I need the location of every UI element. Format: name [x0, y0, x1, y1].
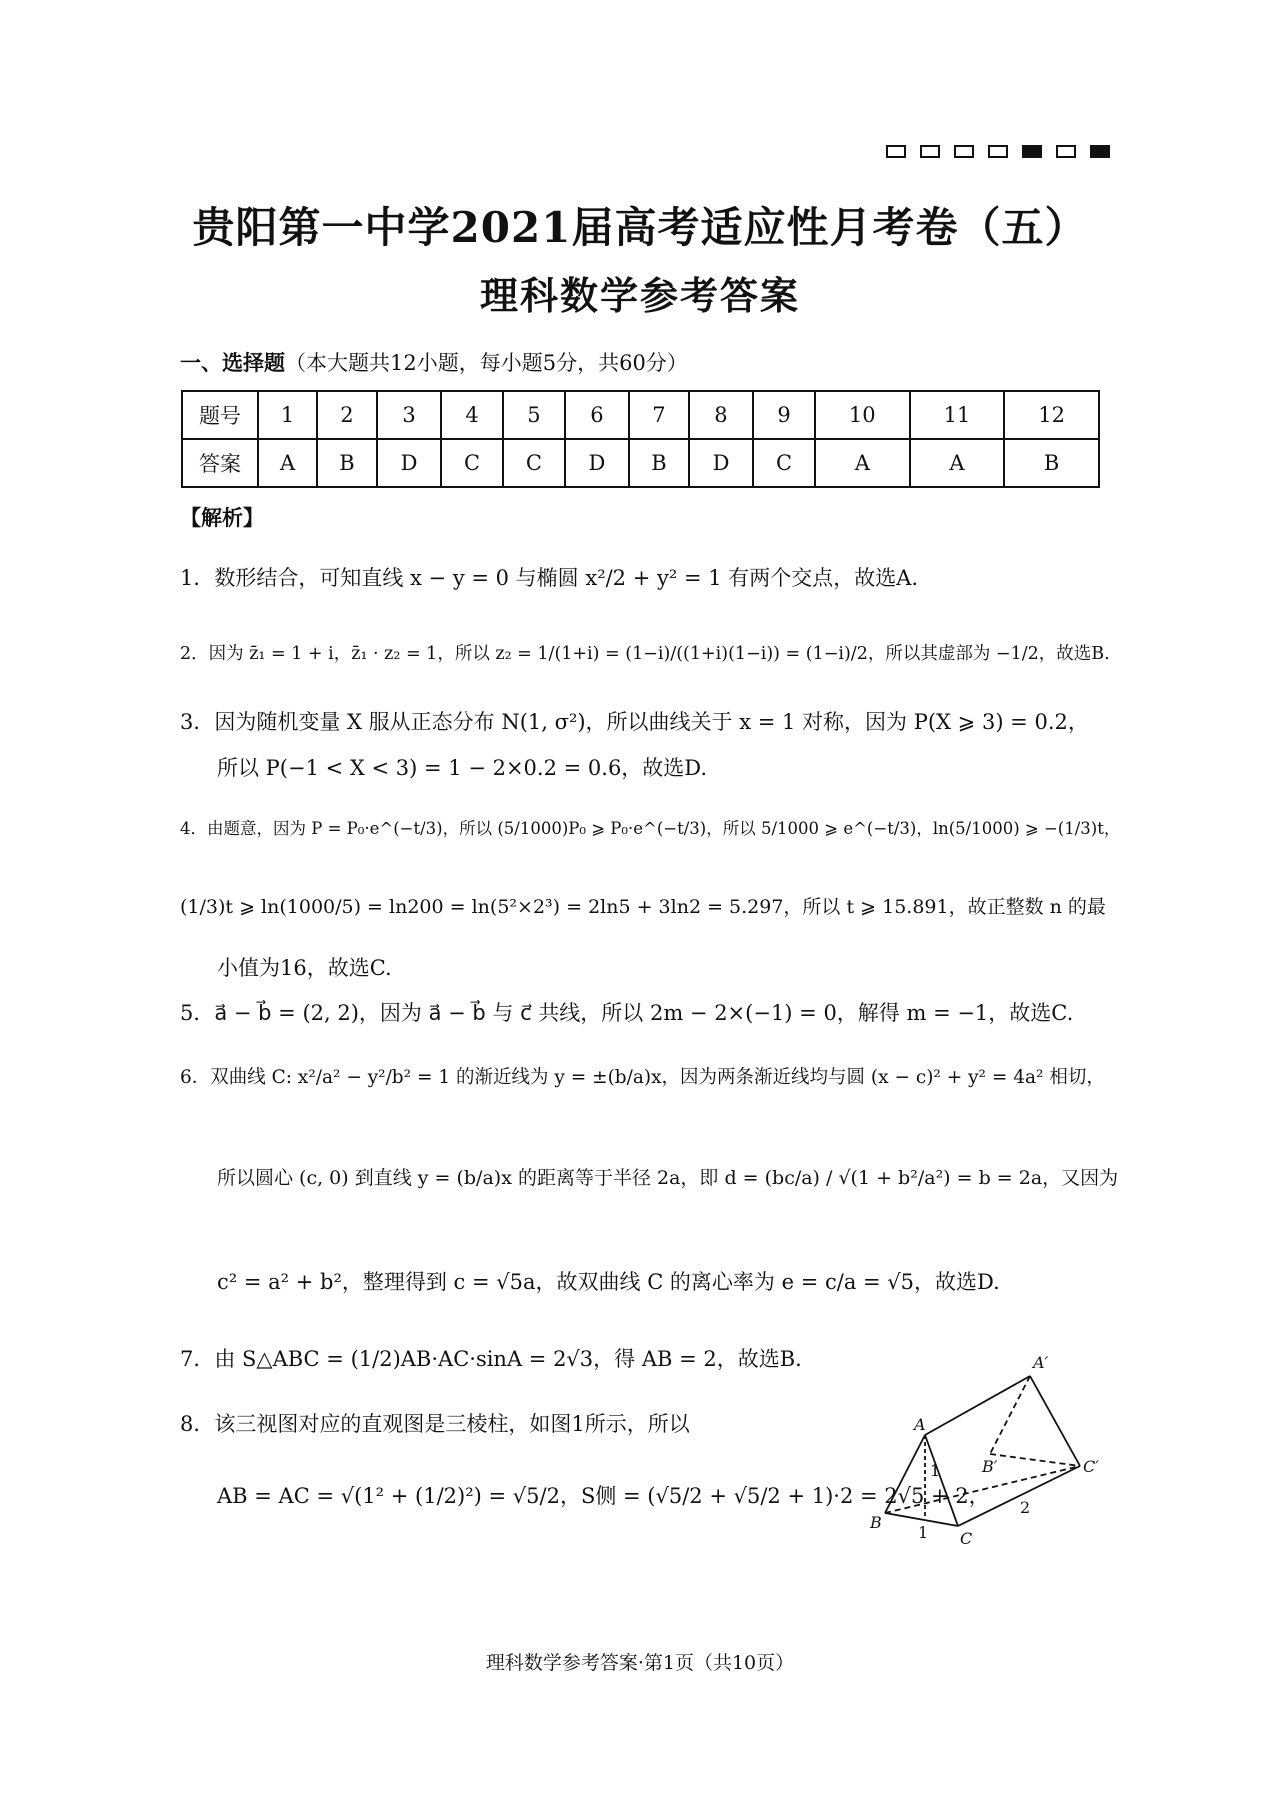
solution-line: 2．因为 z̄₁ = 1 + i，z̄₁ · z₂ = 1，所以 z₂ = 1/(1+i) = (1−i)/((1+i)(1−i)) = (1−i)/2，所以其虚部为 −1/2，故选B. [180, 644, 1110, 664]
solution-line: (1/3)t ⩾ ln(1000/5) = ln200 = ln(5²×2³) = 2ln5 + 3ln2 = 5.297，所以 t ⩾ 15.891，故正整数 n 的最 [180, 896, 1106, 918]
answer-table [181, 390, 1100, 488]
answer-cell: C [441, 439, 503, 487]
table-row-numbers [182, 391, 1099, 439]
question-number: 10 [815, 391, 910, 439]
mark-box [1056, 145, 1076, 158]
answer-cell: A [815, 439, 910, 487]
answer-cell: D [377, 439, 441, 487]
mark-box [886, 145, 906, 158]
answer-cell: C [753, 439, 815, 487]
question-number: 8 [689, 391, 753, 439]
label-C-prime: C′ [1083, 1457, 1099, 1476]
mark-box-filled [1022, 145, 1042, 158]
page-subtitle: 理科数学参考答案 [479, 273, 800, 318]
mark-box-filled [1090, 145, 1110, 158]
solution-line: c² = a² + b²，整理得到 c = √5a，故双曲线 C 的离心率为 e = c/a = √5，故选D. [217, 1270, 1000, 1294]
mark-box [954, 145, 974, 158]
answer-cell: B [317, 439, 377, 487]
page-marks [886, 145, 1110, 158]
solution-line: 小值为16，故选C. [217, 956, 392, 980]
row-label-number: 题号 [182, 391, 258, 439]
solution-line: AB = AC = √(1² + (1/2)²) = √5/2，S侧 = (√5/2 + √5/2 + 1)·2 = 2√5 + 2， [217, 1484, 990, 1508]
solution-line: 4．由题意，因为 P = P₀·e^(−t/3)，所以 (5/1000)P₀ ⩾ P₀·e^(−t/3)，所以 5/1000 ⩾ e^(−t/3)，ln(5/1000) ⩾ −(1/3)t， [180, 819, 1121, 838]
label-height: 1 [930, 1461, 941, 1480]
solution-line: 8．该三视图对应的直观图是三棱柱，如图1所示，所以 [180, 1412, 690, 1436]
question-number: 6 [565, 391, 629, 439]
page-title: 贵阳第一中学2021届高考适应性月考卷（五） [192, 203, 1088, 252]
label-C: C [960, 1529, 973, 1548]
label-B-prime: B′ [982, 1457, 998, 1476]
answer-cell: D [689, 439, 753, 487]
section-heading [180, 347, 688, 377]
question-number: 5 [503, 391, 565, 439]
solution-line: 3．因为随机变量 X 服从正态分布 N(1, σ²)，所以曲线关于 x = 1 对称，因为 P(X ⩾ 3) = 0.2， [180, 710, 1089, 734]
question-number: 1 [258, 391, 317, 439]
page-footer: 理科数学参考答案·第1页（共10页） [485, 1652, 795, 1674]
answer-cell: A [258, 439, 317, 487]
mark-box [920, 145, 940, 158]
section-note: （本大题共12小题，每小题5分，共60分） [285, 351, 688, 375]
table-row-answers [182, 439, 1099, 487]
section-label: 一、选择题 [180, 350, 285, 375]
label-B: B [870, 1513, 882, 1532]
answer-cell: A [910, 439, 1005, 487]
solution-line: 6．双曲线 C: x²/a² − y²/b² = 1 的渐近线为 y = ±(b/a)x，因为两条渐近线均与圆 (x − c)² + y² = 4a² 相切， [180, 1067, 1105, 1088]
label-A: A [914, 1415, 926, 1434]
row-label-answer: 答案 [182, 439, 258, 487]
solution-line: 5．a⃗ − b⃗ = (2, 2)，因为 a⃗ − b⃗ 与 c⃗ 共线，所以 2m − 2×(−1) = 0，解得 m = −1，故选C. [180, 1001, 1074, 1025]
solution-line: 所以圆心 (c, 0) 到直线 y = (b/a)x 的距离等于半径 2a，即 d = (bc/a) / √(1 + b²/a²) = b = 2a，又因为 [217, 1167, 1119, 1189]
solution-line: 7．由 S△ABC = (1/2)AB·AC·sinA = 2√3，得 AB = 2，故选B. [180, 1347, 802, 1371]
answer-cell: B [1004, 439, 1099, 487]
answer-cell: D [565, 439, 629, 487]
question-number: 2 [317, 391, 377, 439]
label-length: 2 [1020, 1498, 1031, 1517]
question-number: 12 [1004, 391, 1099, 439]
answer-cell: B [629, 439, 689, 487]
question-number: 9 [753, 391, 815, 439]
prism-figure [870, 1348, 1110, 1548]
question-number: 4 [441, 391, 503, 439]
mark-box [988, 145, 1008, 158]
solution-line: 所以 P(−1 < X < 3) = 1 − 2×0.2 = 0.6，故选D. [217, 756, 708, 780]
solution-line: 1．数形结合，可知直线 x − y = 0 与椭圆 x²/2 + y² = 1 有两个交点，故选A. [180, 566, 919, 590]
answer-cell: C [503, 439, 565, 487]
analysis-heading: 【解析】 [180, 505, 264, 530]
label-A-prime: A′ [1033, 1353, 1049, 1372]
label-base: 1 [918, 1523, 929, 1542]
question-number: 3 [377, 391, 441, 439]
question-number: 11 [910, 391, 1005, 439]
question-number: 7 [629, 391, 689, 439]
